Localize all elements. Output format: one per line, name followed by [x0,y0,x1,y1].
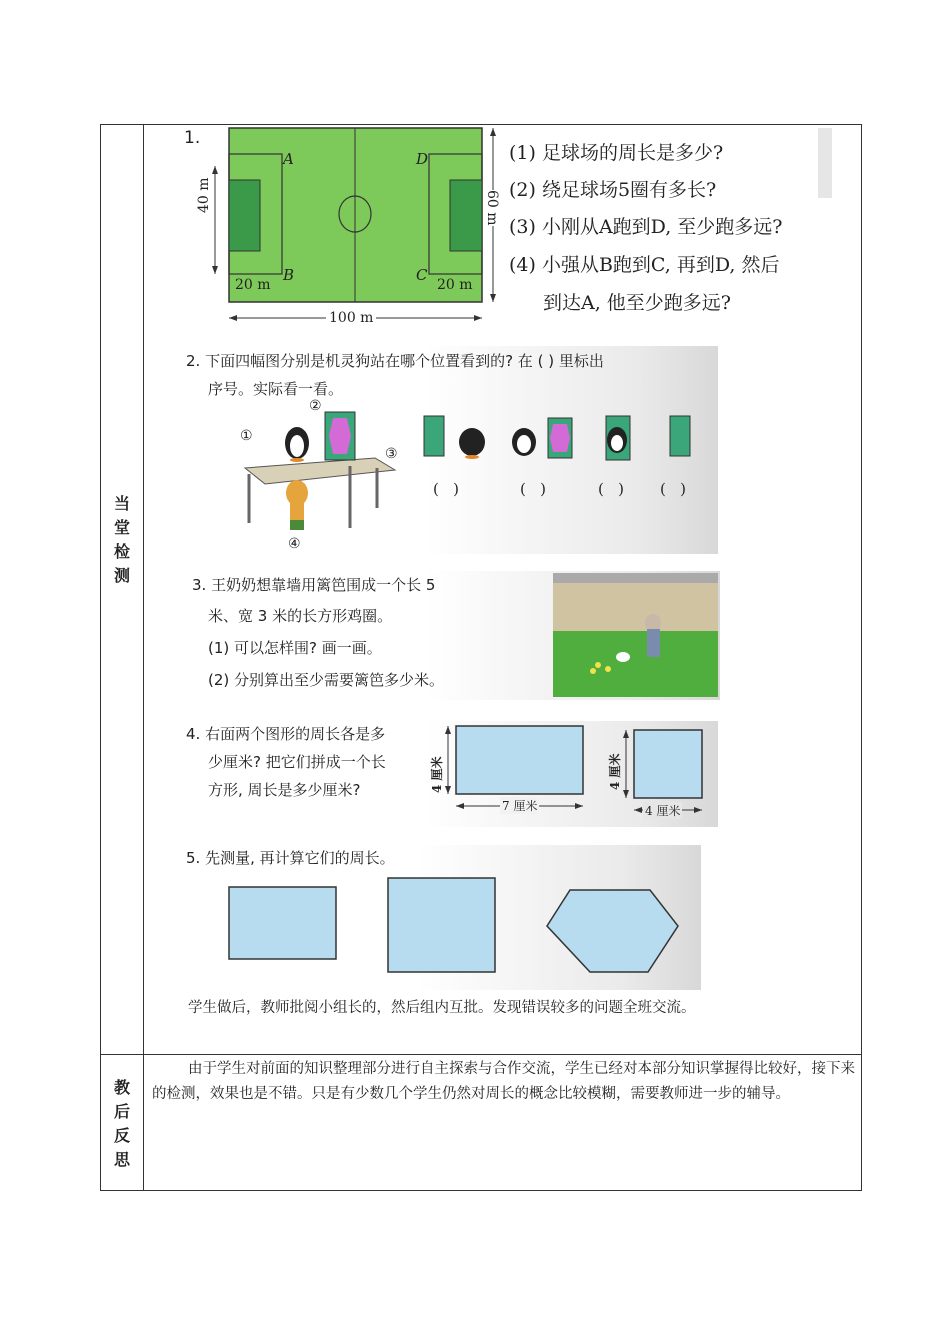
side-label-char: 当 [113,494,130,513]
q5-hexagon [547,890,678,972]
label-B: B [283,266,295,284]
q3-scene-image [553,573,718,697]
q1-question-1: (1) 足球场的周长是多少? [509,142,724,164]
q4-line-1: 4. 右面两个图形的周长各是多 [186,725,386,743]
q1-question-4: (4) 小强从B跑到C, 再到D, 然后 [509,254,780,276]
table-bottom-border [100,1190,862,1191]
dim-60m: 60 m [484,190,500,226]
q2-pos-1: ① [240,428,253,444]
q5-square [388,878,495,972]
q1-question-4-cont: 到达A, 他至少跑多远? [543,292,731,314]
q2-blank-1[interactable]: ( ) [433,480,460,498]
column-divider [143,124,144,1191]
q5-rectangle [229,887,336,959]
q4-sq-height: 4 厘米 [608,753,622,790]
dim-40m: 40 m [196,177,212,213]
dim-20m-left: 20 m [235,277,271,293]
side-label-char: 后 [113,1102,130,1121]
table-right-border [861,124,862,1191]
q4-square [634,730,702,798]
dim-20m-right: 20 m [437,277,473,293]
q3-line-4: (2) 分别算出至少需要篱笆多少米。 [208,671,445,689]
q2-blank-2[interactable]: ( ) [520,480,547,498]
q2-line-2: 序号。实际看一看。 [208,380,344,398]
side-label-check [102,492,142,588]
label-C: C [416,266,428,284]
q2-pos-4: ④ [288,536,301,552]
q2-pos-3: ③ [385,446,398,462]
q2-table-scene [235,398,405,558]
row-divider [100,1054,862,1055]
dim-100m: 100 m [326,310,376,326]
q3-line-3: (1) 可以怎样围? 画一画。 [208,639,382,657]
q2-line-1: 2. 下面四幅图分别是机灵狗站在哪个位置看到的? 在 ( ) 里标出 [186,352,604,370]
q4-rect-width: 7 厘米 [502,799,538,813]
reflection-text: 由于学生对前面的知识整理部分进行自主探索与合作交流，学生已经对本部分知识掌握得比较好，接下来的检测，效果也是不错。只是有少数几个学生仍然对周长的概念比较模糊，需要教师进一步的辅导。 [152,1061,855,1102]
q4-rect-height: 4 厘米 [430,756,444,793]
q4-sq-width: 4 厘米 [645,804,681,818]
side-label-char: 思 [113,1150,130,1169]
q1-right-shade [818,128,832,198]
q2-blank-4[interactable]: ( ) [660,480,687,498]
q2-views [420,412,710,464]
q4-line-3: 方形, 周长是多少厘米? [208,781,361,799]
q2-pos-2: ② [309,398,322,414]
q5-line: 5. 先测量, 再计算它们的周长。 [186,849,395,867]
q1-number: 1. [184,128,201,148]
q1-question-2: (2) 绕足球场5圈有多长? [509,179,717,201]
table-left-border [100,124,101,1191]
q5-shapes [220,876,690,976]
q4-line-2: 少厘米? 把它们拼成一个长 [208,753,386,771]
q4-rectangle [456,726,583,794]
check-note: 学生做后，教师批阅小组长的，然后组内互批。发现错误较多的问题全班交流。 [188,1000,696,1016]
q3-line-2: 米、宽 3 米的长方形鸡圈。 [208,607,393,625]
side-label-char: 检 [113,542,130,561]
label-A: A [283,150,294,168]
q1-question-3: (3) 小刚从A跑到D, 至少跑多远? [509,216,783,238]
soccer-field-diagram [200,124,510,332]
side-label-char: 堂 [113,518,130,537]
q3-line-1: 3. 王奶奶想靠墙用篱笆围成一个长 5 [192,576,436,594]
label-D: D [416,150,429,168]
side-label-char: 反 [113,1126,130,1145]
side-label-char: 测 [113,566,130,585]
side-label-char: 教 [113,1078,130,1097]
q2-blank-3[interactable]: ( ) [598,480,625,498]
side-label-reflection [102,1076,142,1172]
